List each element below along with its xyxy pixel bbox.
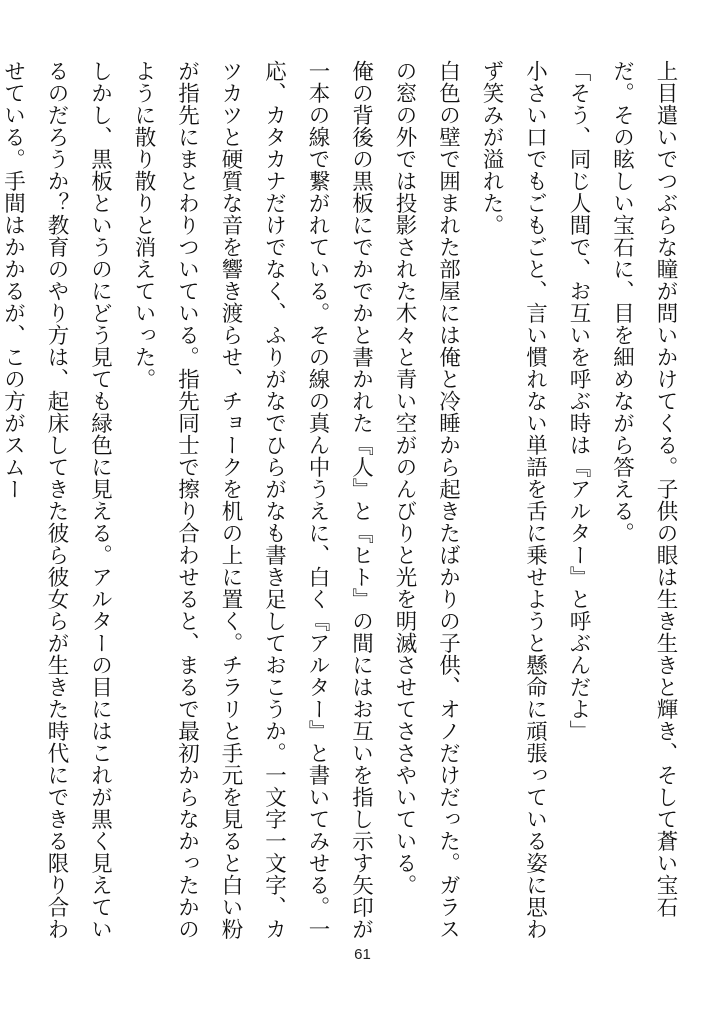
paragraph-6: しかし、黒板というのにどう見ても緑色に見える。アルターの目にはこれが黒く見えているのだろうか？教育のやり方は、起床してきた彼ら彼女らが生きた時代にできる限り合わせている。手間はかかるが、この方がスムー — [0, 60, 113, 940]
paragraph-3: 小さい口でもごもごと、言い慣れない単語を舌に乗せようと懸命に頑張っている姿に思わず笑みが溢れた。 — [479, 60, 548, 940]
paragraph-4: 白色の壁で囲まれた部屋には俺と冷睡から起きたばかりの子供、オノだけだった。ガラスの窓の外では投影された木々と青い空がのんびりと光を明滅させてささやいている。 — [392, 60, 461, 940]
paragraph-1: 上目遣いでつぶらな瞳が問いかけてくる。子供の眼は生き生きと輝き、そして蒼い宝石だ。その眩しい宝石に、目を細めながら答える。 — [609, 60, 678, 918]
paragraph-2: 「そう、同じ人間で、お互いを呼ぶ時は『アルター』と呼ぶんだよ」 — [566, 60, 591, 742]
paragraph-5: 俺の背後の黒板にでかでかと書かれた『人』と『ヒト』の間にはお互いを指し示す矢印が一本の線で繋がれている。その線の真ん中うえに、白く『アルター』と書いてみせる。一応、カタカナだけでなく、ふりがなでひらがなも書き足しておこうか。一文字一文字、カツカツと硬質な音を響き渡らせ、チョークを机の上に置く。チラリと手元を見ると白い粉が指先にまとわりついている。指先同士で擦り合わせると、まるで最初からなかったかのように散り散りと消えていった。 — [131, 60, 374, 940]
page-number: 61 — [354, 946, 371, 963]
vertical-text-body — [0, 60, 687, 940]
